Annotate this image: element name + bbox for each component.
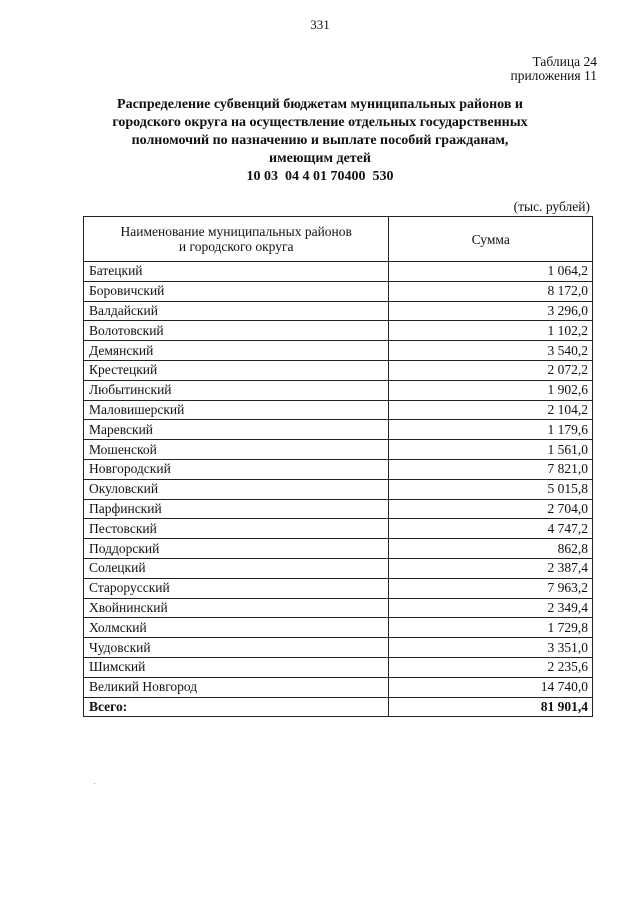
row-name: Шимский — [84, 657, 389, 677]
table-reference-line-1: Таблица 24 — [532, 54, 597, 69]
row-name: Новгородский — [84, 459, 389, 479]
row-sum: 862,8 — [389, 539, 593, 559]
document-title — [90, 96, 550, 186]
scan-dot — [94, 783, 95, 784]
row-name: Чудовский — [84, 638, 389, 658]
row-sum: 3 351,0 — [389, 638, 593, 658]
row-name: Демянский — [84, 341, 389, 361]
table-row — [84, 558, 593, 578]
table-row — [84, 420, 593, 440]
row-sum: 14 740,0 — [389, 677, 593, 697]
table-reference-line-2: приложения 11 — [510, 68, 597, 83]
table-row — [84, 638, 593, 658]
row-sum: 8 172,0 — [389, 281, 593, 301]
table-row — [84, 499, 593, 519]
table-row — [84, 677, 593, 697]
table-row — [84, 539, 593, 559]
subvention-table — [83, 216, 593, 717]
row-sum: 2 104,2 — [389, 400, 593, 420]
row-sum: 7 963,2 — [389, 578, 593, 598]
table-row — [84, 321, 593, 341]
total-sum: 81 901,4 — [389, 697, 593, 717]
header-name-line-1: Наименование муниципальных районов — [120, 224, 352, 239]
row-sum: 1 179,6 — [389, 420, 593, 440]
row-name: Маревский — [84, 420, 389, 440]
row-name: Окуловский — [84, 479, 389, 499]
row-name: Крестецкий — [84, 360, 389, 380]
row-name: Валдайский — [84, 301, 389, 321]
units-label: (тыс. рублей) — [513, 199, 590, 214]
title-line-3: полномочий по назначению и выплате пособий гражданам, — [131, 133, 509, 148]
table-reference — [510, 55, 597, 83]
row-sum: 1 729,8 — [389, 618, 593, 638]
table-row — [84, 380, 593, 400]
table-row — [84, 479, 593, 499]
table-header-row — [84, 217, 593, 262]
row-sum: 1 102,2 — [389, 321, 593, 341]
table-body — [84, 262, 593, 717]
table-row — [84, 400, 593, 420]
row-name: Старорусский — [84, 578, 389, 598]
row-sum: 1 561,0 — [389, 440, 593, 460]
row-sum: 7 821,0 — [389, 459, 593, 479]
row-sum: 3 296,0 — [389, 301, 593, 321]
budget-code: 10 03 04 4 01 70400 530 — [246, 169, 394, 184]
row-name: Поддорский — [84, 539, 389, 559]
row-sum: 2 072,2 — [389, 360, 593, 380]
row-name: Маловишерский — [84, 400, 389, 420]
page-number: 331 — [310, 17, 330, 32]
row-sum: 2 387,4 — [389, 558, 593, 578]
table-row — [84, 360, 593, 380]
row-sum: 1 064,2 — [389, 262, 593, 282]
header-name-line-2: и городского округа — [178, 239, 294, 254]
title-line-1: Распределение субвенций бюджетам муниципальных районов и — [117, 97, 523, 112]
table-row — [84, 341, 593, 361]
row-name: Мошенской — [84, 440, 389, 460]
table-row — [84, 519, 593, 539]
header-sum: Сумма — [389, 217, 593, 262]
table-row — [84, 459, 593, 479]
row-name: Боровичский — [84, 281, 389, 301]
title-line-4: имеющим детей — [269, 151, 371, 166]
row-sum: 1 902,6 — [389, 380, 593, 400]
row-sum: 4 747,2 — [389, 519, 593, 539]
row-sum: 2 235,6 — [389, 657, 593, 677]
table-row — [84, 618, 593, 638]
header-name — [84, 217, 389, 262]
table-row — [84, 578, 593, 598]
row-sum: 5 015,8 — [389, 479, 593, 499]
row-name: Солецкий — [84, 558, 389, 578]
table-row — [84, 281, 593, 301]
row-sum: 3 540,2 — [389, 341, 593, 361]
table-row — [84, 440, 593, 460]
total-row — [84, 697, 593, 717]
total-label: Всего: — [84, 697, 389, 717]
row-name: Великий Новгород — [84, 677, 389, 697]
table-row — [84, 657, 593, 677]
row-name: Пестовский — [84, 519, 389, 539]
row-name: Холмский — [84, 618, 389, 638]
row-name: Парфинский — [84, 499, 389, 519]
row-sum: 2 704,0 — [389, 499, 593, 519]
row-sum: 2 349,4 — [389, 598, 593, 618]
row-name: Любытинский — [84, 380, 389, 400]
table-row — [84, 301, 593, 321]
title-line-2: городского округа на осуществление отдельных государственных — [112, 115, 528, 130]
table-row — [84, 598, 593, 618]
row-name: Волотовский — [84, 321, 389, 341]
row-name: Хвойнинский — [84, 598, 389, 618]
table-row — [84, 262, 593, 282]
row-name: Батецкий — [84, 262, 389, 282]
